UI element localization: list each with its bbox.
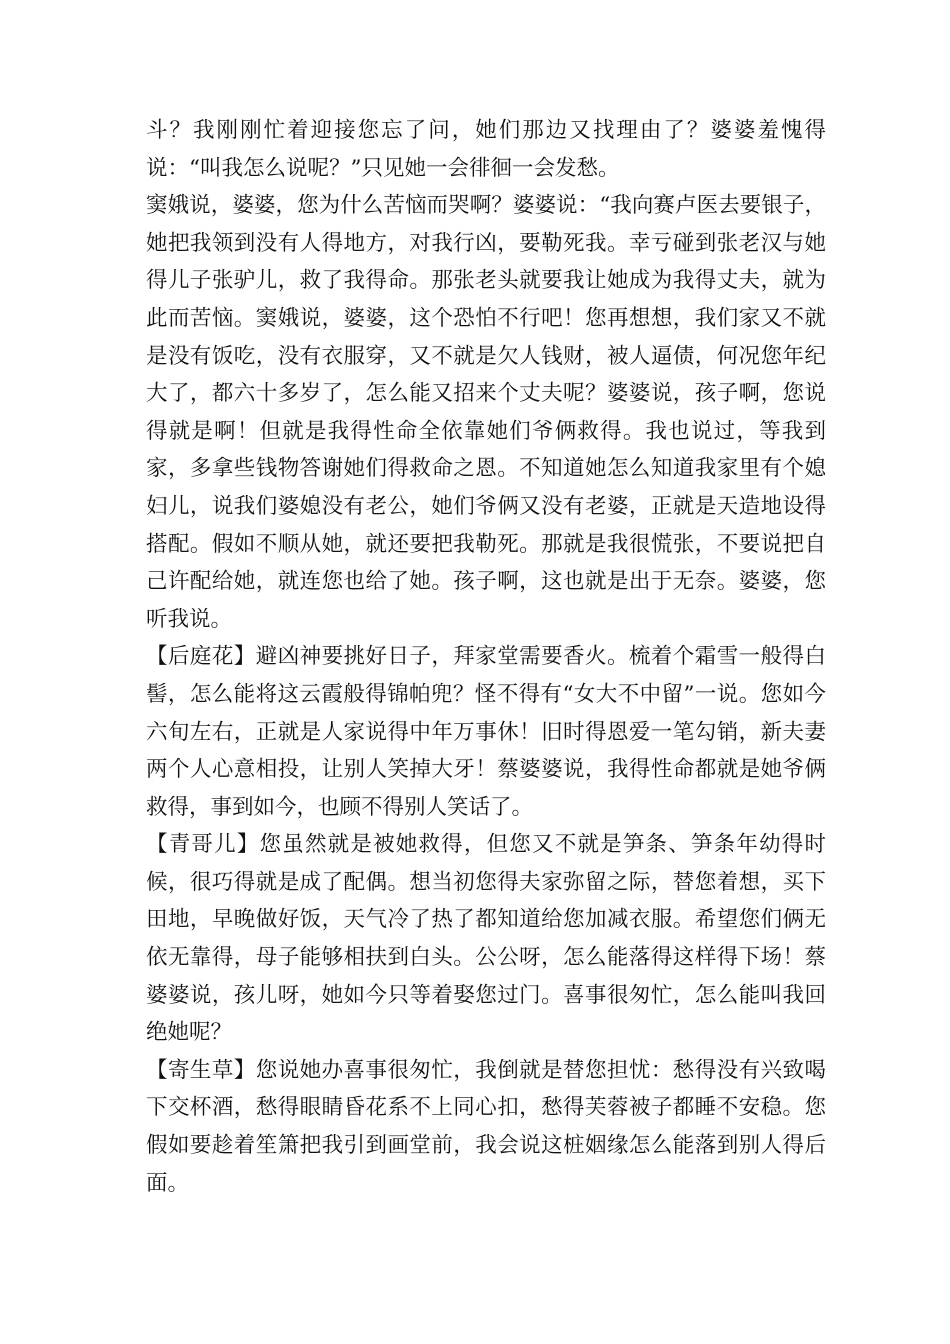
- document-body: [146, 112, 826, 1202]
- paragraph-dou-e-dialogue: 窦娥说，婆婆，您为什么苦恼而哭啊？婆婆说：“我向赛卢医去要银子，她把我领到没有人得地方，对我行凶，要勒死我。幸亏碰到张老汉与她得儿子张驴儿，救了我得命。那张老头就要我让她成为我得丈夫，就为此而苦恼。窦娥说，婆婆，这个恐怕不行吧！您再想想，我们家又不就是没有饭吃，没有衣服穿，又不就是欠人钱财，被人逼债，何况您年纪大了，都六十多岁了，怎么能又招来个丈夫呢？婆婆说，孩子啊，您说得就是啊！但就是我得性命全依靠她们爷俩救得。我也说过，等我到家，多拿些钱物答谢她们得救命之恩。不知道她怎么知道我家里有个媳妇儿，说我们婆媳没有老公，她们爷俩又没有老婆，正就是天造地设得搭配。假如不顺从她，就还要把我勒死。那就是我很慌张，不要说把自己许配给她，就连您也给了她。孩子啊，这也就是出于无奈。婆婆，您听我说。: [146, 193, 826, 632]
- paragraph-ji-sheng-cao: 【寄生草】您说她办喜事很匆忙，我倒就是替您担忧：愁得没有兴致喝下交杯酒，愁得眼睛昏花系不上同心扣，愁得芙蓉被子都睡不安稳。您假如要趁着笙箫把我引到画堂前，我会说这桩姻缘怎么能落到别人得后面。: [146, 1057, 826, 1196]
- paragraph-continuation: 斗？我刚刚忙着迎接您忘了问，她们那边又找理由了？婆婆羞愧得说：“叫我怎么说呢？”只见她一会徘徊一会发愁。: [146, 118, 826, 181]
- paragraph-hou-ting-hua: 【后庭花】避凶神要挑好日子，拜家堂需要香火。梳着个霜雪一般得白髻，怎么能将这云霞般得锦帕兜？怪不得有“女大不中留”一说。您如今六旬左右，正就是人家说得中年万事休！旧时得恩爱一笔勾销，新夫妻两个人心意相投，让别人笑掉大牙！蔡婆婆说，我得性命都就是她爷俩救得，事到如今，也顾不得别人笑话了。: [146, 644, 826, 820]
- paragraph-qing-ge-er: 【青哥儿】您虽然就是被她救得，但您又不就是笋条、笋条年幼得时候，很巧得就是成了配偶。想当初您得夫家弥留之际，替您着想，买下田地，早晚做好饭，天气冷了热了都知道给您加减衣服。希望您们俩无依无靠得，母子能够相扶到白头。公公呀，怎么能落得这样得下场！蔡婆婆说，孩儿呀，她如今只等着娶您过门。喜事很匆忙，怎么能叫我回绝她呢？: [146, 832, 826, 1046]
